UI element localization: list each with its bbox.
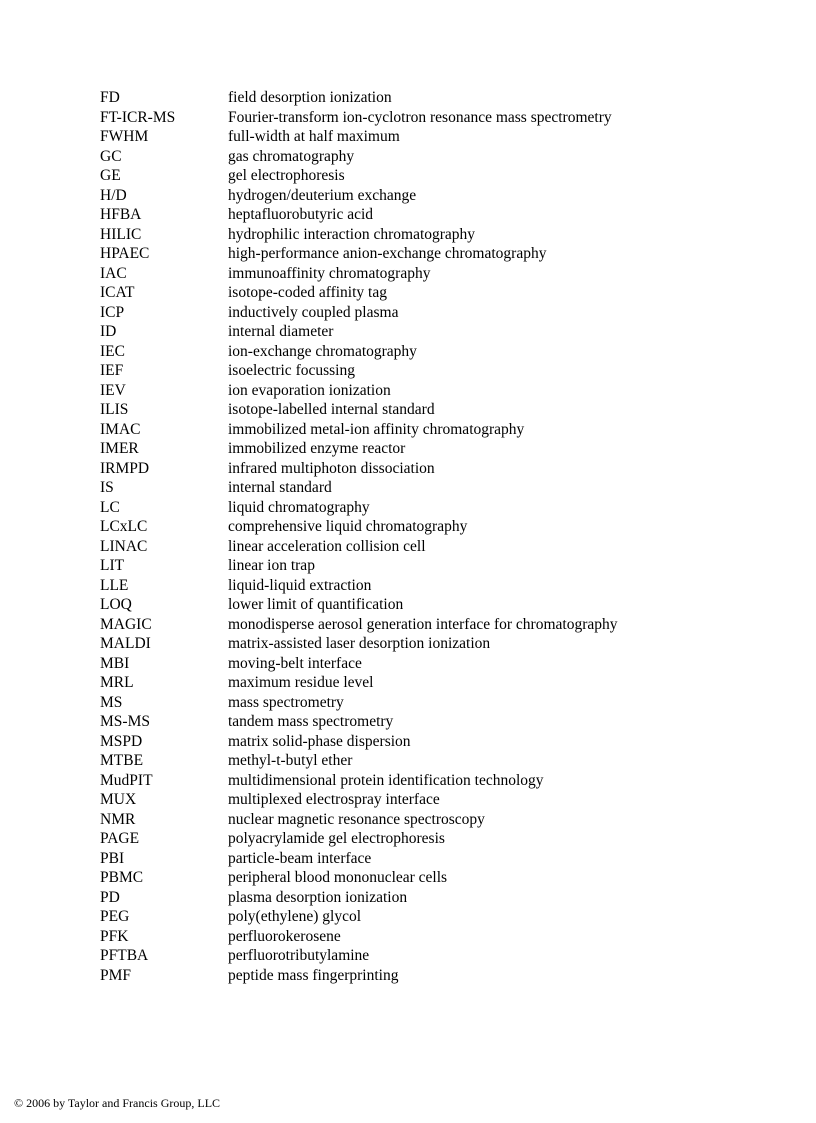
abbreviation-row (100, 166, 720, 186)
abbreviation-term: PAGE (100, 830, 140, 847)
abbreviation-row (100, 303, 720, 323)
abbreviation-row (100, 186, 720, 206)
abbreviation-row (100, 556, 720, 576)
abbreviation-definition: internal standard (228, 479, 332, 496)
abbreviation-definition: multidimensional protein identification technology (228, 771, 544, 789)
abbreviation-row (100, 693, 720, 713)
abbreviation-term: MRL (100, 674, 134, 691)
abbreviation-row (100, 147, 720, 167)
abbreviation-row (100, 225, 720, 245)
abbreviation-definition: gas chromatography (228, 147, 355, 165)
abbreviation-row (100, 459, 720, 479)
abbreviation-row (100, 108, 720, 128)
abbreviation-term: IEF (100, 362, 124, 379)
abbreviation-term: ICP (100, 303, 125, 321)
abbreviation-row (100, 283, 720, 303)
abbreviation-term: MUX (100, 791, 137, 808)
abbreviation-term: H/D (100, 186, 127, 204)
abbreviation-definition: field desorption ionization (228, 89, 392, 106)
abbreviation-term: MudPIT (100, 771, 153, 789)
abbreviation-row (100, 907, 720, 927)
abbreviation-row (100, 264, 720, 284)
abbreviation-term: MTBE (100, 752, 144, 769)
abbreviation-definition: plasma desorption ionization (228, 888, 408, 906)
abbreviation-term: ID (100, 323, 117, 340)
abbreviation-definition: methyl-t-butyl ether (228, 752, 353, 769)
abbreviation-definition: full-width at half maximum (228, 128, 400, 145)
abbreviation-definition: polyacrylamide gel electrophoresis (228, 830, 445, 847)
abbreviation-term: LLE (100, 576, 129, 594)
abbreviation-row (100, 88, 720, 108)
abbreviation-term: PFK (100, 927, 129, 945)
abbreviation-term: MAGIC (100, 615, 152, 633)
abbreviation-term: FT-ICR-MS (100, 108, 176, 126)
abbreviation-term: PEG (100, 908, 130, 925)
abbreviation-definition: linear acceleration collision cell (228, 537, 426, 555)
abbreviation-term: GE (100, 167, 121, 184)
abbreviation-term: IAC (100, 264, 127, 282)
abbreviation-definition: matrix-assisted laser desorption ionization (228, 635, 491, 652)
abbreviation-term: PMF (100, 966, 132, 984)
abbreviation-row (100, 615, 720, 635)
abbreviation-definition: particle-beam interface (228, 849, 372, 867)
abbreviation-definition: monodisperse aerosol generation interface for chromatography (228, 615, 618, 633)
abbreviation-definition: isotope-coded affinity tag (228, 284, 387, 301)
abbreviation-list (100, 88, 720, 985)
abbreviation-definition: comprehensive liquid chromatography (228, 518, 468, 535)
abbreviation-term: NMR (100, 810, 136, 828)
abbreviation-term: PFTBA (100, 947, 149, 964)
abbreviation-definition: matrix solid-phase dispersion (228, 732, 411, 750)
abbreviation-definition: perfluorokerosene (228, 927, 341, 945)
abbreviation-term: LINAC (100, 537, 148, 555)
abbreviation-term: IS (100, 479, 114, 496)
abbreviation-term: IEC (100, 342, 125, 360)
abbreviation-definition: moving-belt interface (228, 654, 362, 672)
abbreviation-row (100, 751, 720, 771)
abbreviation-term: IEV (100, 381, 126, 399)
abbreviation-row (100, 439, 720, 459)
abbreviation-term: MSPD (100, 732, 143, 750)
abbreviation-term: ILIS (100, 401, 129, 418)
abbreviation-row (100, 420, 720, 440)
abbreviation-row (100, 127, 720, 147)
abbreviation-definition: infrared multiphoton dissociation (228, 459, 435, 477)
abbreviation-row (100, 946, 720, 966)
abbreviation-definition: isotope-labelled internal standard (228, 401, 435, 418)
abbreviation-row (100, 400, 720, 420)
abbreviation-term: HILIC (100, 225, 142, 243)
abbreviation-row (100, 966, 720, 986)
abbreviation-definition: Fourier-transform ion-cyclotron resonance mass spectrometry (228, 108, 612, 126)
abbreviation-term: HPAEC (100, 245, 150, 262)
abbreviation-row (100, 673, 720, 693)
abbreviation-term: PBMC (100, 869, 144, 886)
abbreviation-definition: heptafluorobutyric acid (228, 206, 374, 223)
abbreviation-term: GC (100, 147, 122, 165)
abbreviation-row (100, 361, 720, 381)
abbreviation-term: ICAT (100, 284, 135, 301)
abbreviation-definition: ion-exchange chromatography (228, 342, 417, 360)
abbreviation-row (100, 498, 720, 518)
abbreviation-definition: ion evaporation ionization (228, 381, 391, 399)
abbreviation-row (100, 732, 720, 752)
abbreviation-definition: nuclear magnetic resonance spectroscopy (228, 810, 485, 828)
abbreviation-row (100, 771, 720, 791)
abbreviation-definition: liquid chromatography (228, 498, 370, 516)
abbreviation-definition: lower limit of quantification (228, 596, 404, 613)
abbreviation-row (100, 927, 720, 947)
abbreviation-term: LOQ (100, 596, 132, 613)
abbreviation-row (100, 322, 720, 342)
abbreviation-definition: internal diameter (228, 323, 334, 340)
abbreviation-term: PD (100, 888, 120, 906)
abbreviation-term: LCxLC (100, 518, 148, 535)
abbreviation-row (100, 868, 720, 888)
abbreviation-definition: perfluorotributylamine (228, 947, 370, 964)
abbreviation-definition: multiplexed electrospray interface (228, 791, 440, 808)
abbreviation-term: IMER (100, 440, 139, 457)
abbreviation-term: IRMPD (100, 459, 150, 477)
abbreviation-definition: inductively coupled plasma (228, 303, 399, 321)
abbreviation-definition: gel electrophoresis (228, 167, 345, 184)
abbreviation-row (100, 537, 720, 557)
abbreviation-row (100, 790, 720, 810)
abbreviation-row (100, 205, 720, 225)
abbreviation-row (100, 478, 720, 498)
abbreviation-row (100, 576, 720, 596)
abbreviation-definition: mass spectrometry (228, 693, 344, 711)
abbreviation-row (100, 810, 720, 830)
abbreviation-definition: high-performance anion-exchange chromatography (228, 245, 547, 262)
abbreviation-term: MALDI (100, 635, 151, 652)
abbreviation-row (100, 634, 720, 654)
abbreviation-term: LIT (100, 557, 125, 574)
abbreviation-term: HFBA (100, 206, 142, 223)
abbreviation-term: PBI (100, 849, 125, 867)
abbreviation-definition: tandem mass spectrometry (228, 713, 394, 730)
abbreviation-row (100, 381, 720, 401)
abbreviation-row (100, 595, 720, 615)
abbreviation-definition: immobilized metal-ion affinity chromatography (228, 420, 525, 438)
abbreviation-row (100, 712, 720, 732)
abbreviation-term: FWHM (100, 128, 149, 145)
abbreviation-row (100, 244, 720, 264)
abbreviation-definition: liquid-liquid extraction (228, 576, 372, 594)
abbreviation-row (100, 888, 720, 908)
abbreviation-definition: hydrophilic interaction chromatography (228, 225, 476, 243)
abbreviation-definition: hydrogen/deuterium exchange (228, 186, 417, 204)
abbreviation-definition: poly(ethylene) glycol (228, 908, 361, 925)
abbreviation-term: MS-MS (100, 713, 150, 730)
abbreviation-row (100, 829, 720, 849)
abbreviation-term: MS (100, 693, 123, 711)
abbreviation-row (100, 342, 720, 362)
abbreviation-definition: linear ion trap (228, 557, 315, 574)
abbreviation-term: IMAC (100, 420, 141, 438)
abbreviation-term: MBI (100, 654, 130, 672)
abbreviation-definition: peripheral blood mononuclear cells (228, 869, 448, 886)
abbreviation-definition: immobilized enzyme reactor (228, 440, 406, 457)
abbreviation-term: LC (100, 498, 120, 516)
abbreviation-definition: maximum residue level (228, 674, 374, 691)
abbreviation-definition: immunoaffinity chromatography (228, 264, 431, 282)
abbreviation-row (100, 517, 720, 537)
abbreviation-definition: peptide mass fingerprinting (228, 966, 399, 984)
copyright-notice: © 2006 by Taylor and Francis Group, LLC (14, 1096, 221, 1110)
abbreviation-definition: isoelectric focussing (228, 362, 355, 379)
abbreviation-row (100, 849, 720, 869)
abbreviation-row (100, 654, 720, 674)
abbreviation-term: FD (100, 89, 120, 106)
